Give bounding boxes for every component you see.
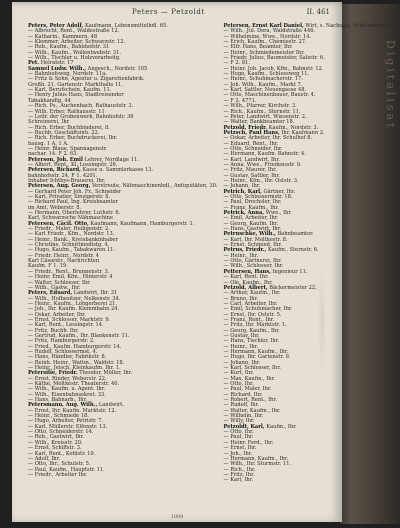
entry-details: Landwirt, Ihr. 31 [73, 290, 118, 297]
entry-details: — Max, Kaufm., Ihr. [223, 375, 276, 382]
directory-entry [28, 473, 218, 478]
entry-details: — Heinr. Emil, Kfm., Hinterstr. 4 [28, 274, 113, 281]
entry-details: — Bahnhofsweg, Nordstr. 11a. [28, 71, 107, 78]
entry-details: — Hans, Gastwirt, Ihr. [223, 226, 282, 233]
entry-name: Petzsch, Paul Hans, [223, 129, 280, 136]
entry-details: — Ernst, Ihr. Kaufm. Marktstr. 12. [28, 407, 117, 414]
entry-name: Petersen, Richard, [28, 167, 81, 174]
entry-details: — Friedr., Rent., Brunnenstr. 3. [28, 268, 110, 275]
entry-name: Petzold, Albert, [223, 284, 268, 291]
entry-details: — Gustav, Ihr. [223, 332, 260, 339]
entry-details: — Hugo, Kaufm., Schlossweg 11. [223, 71, 310, 78]
entry-details: — Wilh., Kaufm. u. Agent. Ihr. [28, 386, 106, 393]
entry-details: hausg. 1 A. 1 A. [28, 140, 69, 147]
entry-details: Lehrer, Nordlage 11. [84, 156, 139, 163]
entry-details: — Hans, Tischler, Ihr. [223, 338, 280, 345]
entry-details: Karl, Schwarzsche Nähmaschine [28, 215, 113, 222]
entry-details: Landwirt. [98, 402, 124, 409]
spine-watermark: Digitalisat [384, 40, 397, 131]
entry-details: — Karl, Rent., Lessingstr. 14. [28, 322, 104, 329]
entry-details: — Rich., Kaufm., Sternstr. 11. [223, 108, 301, 115]
entry-details: — Christine, Schnittmodistg. 4. [28, 242, 110, 249]
entry-name: Pettersen, Hans, [223, 268, 271, 275]
entry-details: Wwe., Ihr. [265, 210, 292, 217]
entry-details: — Heinr., Kaufm., Lohgerberei 21. [28, 300, 118, 307]
entry-details: — Arthur, Kaufm., Ihr. [223, 290, 281, 297]
entry-details: — Hugo, Kaufm., Tabakwaren 11. [28, 247, 115, 254]
entry-name: Peterson, Joh. Emil [28, 156, 83, 163]
entry-details: — F 2. 4771. [223, 97, 257, 104]
page-footer: 1009 [170, 514, 184, 520]
entry-details: — Albrecht, Rent., Waldestraße 12. [28, 28, 120, 35]
entry-details: — Heinr., Schmiedemeister Ihr. [223, 49, 305, 56]
entry-details: — Carl, Arbeiter, Ihr. [223, 300, 278, 307]
entry-details: — Wilh., Gastw., Ihr. [28, 284, 81, 291]
entry-details: — Rob., Kaufm., Bahnhofstr. 31 [28, 44, 110, 51]
entry-details: Verstreute, Nähmaschinenhdl., Antiquitäten, 30. [91, 183, 218, 190]
entry-name: Petersmann, Aug. Wilh., [28, 402, 98, 409]
entry-details: — Richard, Ihr. [223, 391, 263, 398]
entry-details: — Wilh., Tischler u. Holzverarbeitg. [28, 55, 121, 62]
entry-details: — Reinh. Heinr., Wattm., Waldstr. 18. [28, 359, 125, 366]
entry-details: — Hugo, Arbeiter, Petristr. 7. [28, 418, 104, 425]
entry-name: Petruschke, Wilh., [223, 231, 276, 238]
entry-details: — Johann, Ihr. [223, 359, 261, 366]
entry-details: — Karl, Rent., Kohlstr. 10. [28, 450, 96, 457]
entries-column-right [224, 24, 400, 512]
entry-details: — Wilh., Hofbesitzer, Nelkenstr. 34. [28, 295, 121, 302]
entry-details: — Henry Julius Hans, Stadtreisender [28, 92, 124, 99]
page-title: Peters — Petzoldt [132, 8, 205, 16]
entry-details: Kasse u. Sammlerkasse 13. [82, 167, 154, 174]
entry-details: Ingenieur 11. [272, 268, 308, 275]
entry-details: — Otto, Schneider, Ihr. [223, 145, 283, 152]
entry-name: Peters, Eduard, [28, 290, 73, 297]
entry-details: Gärtner, Ihr. [263, 188, 296, 195]
entry-details: — Wilhelmine, Wwe., Nordstr. 14. [223, 33, 312, 40]
entry-details: Kaufmann, Lebensmittelhdl. 65. [84, 23, 168, 29]
entry-details: — Rich. Ps., Auchenbach, Rathauststr. 3. [28, 103, 134, 110]
entry-details: — Katharin., Kammern. 48 [28, 33, 98, 40]
entry-details: — Ernst, Ihr. [223, 445, 257, 452]
entry-details: — Heinr., Ihr. [223, 343, 259, 350]
entry-details: — Wilh., Eisenbahnsekret. 33. [28, 391, 106, 398]
entry-details: — Fritz, Hamburgerstr. 2. [28, 338, 95, 345]
entry-details: — Wilh., Kaufm., Wollentwebstr. 31. [28, 49, 122, 56]
entry-details: — Karl, Ihr. [223, 477, 254, 484]
entry-details: — Karl, Ihr. Moltkestr. 8. [223, 236, 288, 243]
entry-details: — Albert, Rent., Kl. Lessingstr. 26. [28, 161, 118, 168]
entry-details: — Georg, Kaufm. Ihr. [223, 220, 279, 227]
entry-details: — Wilh., Kreisstr. 20. [28, 439, 83, 446]
entry-details: — Karl, Landwirt, Ihr. [223, 156, 280, 163]
entry-details: — Paul, Maler, Ihr. [223, 386, 272, 393]
entry-details: — Hermann, Oberlehrer, Luthstr. 6. [28, 210, 121, 217]
entry-details: — Rob., Gastwirt, Ihr. [28, 434, 84, 441]
entry-details: — Karl Friedr., Kfm., Nordstr. 13. [28, 231, 115, 238]
entry-name: Pet. [28, 60, 40, 67]
entry-name: Petrich, Karl, [223, 188, 262, 195]
entry-name: Petzold, Friedr. [223, 124, 268, 131]
entry-details: — Ernst, Schlosser, Marktstr. 9. [28, 316, 111, 323]
entry-details: — Friedr., Maler, Heiligenstr. 2. [28, 226, 110, 233]
entry-details: — Fried., Kaufm. Hamburgerstr. 14. [28, 343, 122, 350]
entry-details: — Rich. Erber, Buchbinderei, 8. [28, 124, 110, 131]
entry-details: — Ole, Kaufm., Ihr. [223, 279, 273, 286]
entry-details: — Otto, Gärtnerei, Ihr. [223, 258, 282, 265]
entry-details: — Hans, Händler, Fabrikstr. 8. [28, 354, 107, 361]
page-header [12, 8, 342, 20]
entry-details: — Heinr., Schuhmacherstr. 17. [223, 76, 303, 83]
entry-details: — Paul, Drechsler, Ihr. [223, 199, 282, 206]
entry-details: — Friedr. Julius, Baumeister, Salzstr. 6. [223, 55, 325, 62]
entry-details: — Hans, Bahnarb., Ihr. [28, 397, 88, 404]
entry-details: — Rudolf, Schlossermst. 4. [28, 348, 98, 355]
entry-details: — Karl, Privatier, Sinzigerstr. 8. [28, 194, 111, 200]
entry-details: Ihr. Kaufmann 2. [281, 129, 325, 136]
entry-name: Petersilie, Friedr. [28, 370, 78, 377]
entry-details: — Ernst, Rinder, Weberstr. 22. [28, 375, 107, 382]
entry-details: — F 2. 81. [223, 60, 250, 67]
entry-details: — Franz, Kaufm., Ihr. [223, 204, 279, 211]
entry-details: — Wilhelm, Ihr. [223, 413, 264, 420]
entry-details: — Ernst, Schmied, Ihr. [223, 242, 282, 249]
page-number: II. 461 [306, 8, 330, 16]
entry-details: — Oskar, Arbeiter, Ihr. Schulhof 8. [223, 135, 313, 142]
entry-details: Tabakhandlg. 44 [28, 97, 71, 104]
entry-details: — Hermann, Kaufm., Ihr. [223, 348, 289, 355]
entry-details: — Rudolf, Ihr. [223, 402, 260, 409]
entry-details: — Paul, Ihr. [223, 434, 254, 441]
entry-name: Peters, Peter Adolf, [28, 23, 84, 29]
entry-details: — Heinr., Jeisch, Kleinkaufm. Ihr. 1. [28, 365, 121, 371]
entry-details: — Otto, Schlossermstr. 18. [223, 194, 293, 200]
entry-details: — Bruno, Ihr. [223, 295, 259, 302]
entry-name: Petersen, Cäcil. Otto, [28, 220, 89, 227]
entry-details: Wirt, s. Nachsatz, Schlossbergstr. 7. [305, 23, 400, 29]
entry-details: — Willy, Ihr. [223, 418, 255, 425]
entry-details: — Leitr. der Grubenwerk, Bahnhofstr. 36 [28, 113, 134, 120]
entry-details: Bahnbeamter. [277, 231, 314, 238]
entry-details: — Emil, Arbeiter, Ihr. [223, 215, 279, 222]
entry-details: Bäckermeister 22. [269, 284, 317, 291]
entry-details: — Gustav, Sattler, Ihr. [223, 172, 280, 179]
entry-details: Karl Cäsarstr., Nachrichten [28, 258, 100, 265]
entry-details: — Joh. Wilh., Kaufm., Markt 7. [223, 81, 303, 88]
paper-smudge [318, 262, 326, 382]
entry-details: — Johann, Ihr. [223, 183, 261, 190]
entry-details: — Rich., Ihr. [223, 466, 256, 473]
entry-details: Kaufmann, Kaufmann, Hamburgerstr. 1. [90, 220, 195, 227]
entry-details: Kaufm., Sternstr. 6. [267, 247, 319, 254]
entry-details: Inhaber Ichthys-Brauerei, Ihr. [28, 177, 106, 184]
entries-column-left [28, 24, 218, 512]
entry-details: — Gerhard Peter Joh. Fr., Schneider [28, 188, 122, 195]
entry-details: — Paul, Kaufm., Hauptstr. 11. [28, 466, 105, 473]
entry-details: Kaufm. F 1. 19. [28, 263, 68, 270]
entry-details: — Heinr. Ferd., Ihr. [223, 439, 274, 446]
entry-details: — Fritz & Sohn, Agentur u. Zigarettenfabrik. [28, 76, 145, 83]
entry-details: nachar. 14. F 2. 63. [28, 151, 79, 158]
entry-details: Theodor, Müller, Ihr. [79, 370, 133, 377]
entry-name: Petrus, Friedr., [223, 247, 267, 254]
entry-details: — Wilh., Ihr. Sturmstr. 11. [223, 461, 292, 468]
entry-details: Schreinerei, Ihr [28, 119, 70, 126]
entry-details: — Wilh. Erber, Rathausstr. 11 [28, 108, 105, 115]
entry-details: — Wilh., Jul. Dora, Waldstraße 446. [223, 28, 316, 35]
entry-details: — Friedr., Arbeiter Ihr. [28, 471, 88, 478]
entry-details: — Karl, Rent. Ihr. [223, 274, 269, 281]
entry-name: Petersen, Aug. Georg, [28, 183, 91, 190]
entry-details: — Adolf, Ihr. [28, 455, 61, 462]
entry-details: Kaufm., Nordstr. 3. [268, 124, 319, 131]
entry-details: — Gertrud, Kaufm., Ihr. Blankenstr. 11. [28, 332, 130, 339]
entry-details: bahnhofsstr. 24, F 1. 4201. [28, 172, 98, 179]
entry-details: — Eduard, Rent., Ihr. [223, 140, 279, 147]
entry-details: — Walter, Bankbeamter 18. [223, 119, 295, 126]
entry-details: — Hugo, Ihr. Gartenstr. 9. [223, 354, 291, 361]
entry-name: Samuel Ludw. Wilh., [28, 65, 87, 72]
entry-details: — Heinr., Ihr. [223, 252, 259, 259]
entry-details: — Fritz, Ihr. [223, 471, 255, 478]
entry-details: — Fritz, Buchb. Ihr. [28, 327, 79, 334]
entry-details: — Peter, Landwirt, Wiesenstr. 2. [223, 113, 307, 120]
entry-details: — Karl, Berufschein, Kaufm. 11. [28, 87, 112, 94]
entry-details: — Emil, Schuhmacher, Ihr. [223, 306, 293, 313]
entry-details: — Wilh., Pfarrer, Kirchstr. 3. [223, 103, 297, 110]
entry-details: — Walter, Kaufm., Ihr. [223, 407, 281, 414]
entry-details: — Elfr. Hans, Beamter, Ihr. [223, 44, 293, 51]
entry-details: — Otto, Ihr. [223, 429, 254, 436]
entry-details: — Anna, Wwe., Friedensstr. 9. [223, 161, 302, 168]
entry-details: — Friedr. Heinr., Nordstr. 4 [28, 252, 100, 259]
entry-details: — Joh., Ihr. Kaufm. Klemmbahn 24. [28, 306, 120, 313]
entry-details: — Hermann, Kaufm. Bahnstr. 4. [223, 151, 306, 158]
entry-details: — Fritz, Maurer, Ihr. [223, 167, 277, 174]
entry-details: — Fritz, Ihr. Marktstr. 1. [223, 322, 287, 329]
entry-details: — Otto, Maschinenbauer, Baustr. 4. [223, 92, 316, 99]
entry-details: — Karl, Sattler, Neuengasse 48. [223, 87, 307, 94]
entry-details: — Otto, Ihr., Schulstr. 5. [28, 461, 91, 468]
entry-details: — Oskar, Arbeiter, Ihr. [28, 311, 86, 318]
entry-details: — Erich, Kaufm., Chemiestr. 27. [223, 39, 307, 46]
entry-details: — Franz, Rent., Ihr. [223, 316, 275, 323]
entry-details: — Richard Paul, Ing. Kreisbeamter [28, 199, 118, 206]
entry-details: — Karl, Schlosser, Ihr. [223, 365, 281, 371]
entry-name: Petersen, Ernst Karl Daniel, [223, 23, 304, 29]
entry-details: — Walter, Schlosser, Ihr. [28, 279, 91, 286]
entry-details: — Wilh., Schlosser, Ihr. [223, 263, 284, 270]
entry-details: — Heinr. Blaue, Spannagenstr. [28, 145, 108, 152]
entry-details: — Käthe, Moltkestr. Theaterstr. 40. [28, 381, 120, 388]
entry-details: Großh. 21. Gartenstr. Markthalle 11. [28, 81, 123, 88]
entry-details: — Georg, Kaufm., Ihr. [223, 327, 280, 334]
entry-details: — Otto, Schneiderstr. 14. [28, 429, 94, 436]
entry-details: — Hermann, Kaufm., Ihr. [223, 455, 289, 462]
entry-details: — Heinr. Joh. Jacob, Kfm., Bahnstr. 12. [223, 65, 324, 72]
entry-details: — Rich. Erber, Buchdruckerei, Ihr. [28, 135, 118, 142]
entry-details: — Kurt, Ihr. [223, 370, 254, 377]
entry-name: Petzoldt, Karl, [223, 423, 265, 430]
directory-entry [224, 478, 400, 483]
entry-details: — Klemmer, Arbeiter, Schwarzstr. 12. [28, 39, 126, 46]
entry-details: — Robert, Rent., Ihr. [223, 397, 277, 404]
entry-details: im Amt, Weberstr. 8. [28, 204, 82, 211]
entry-details: — Buchb. Geschäftsinh. 22. [28, 129, 100, 136]
entry-name: Petrick, Anna, [223, 210, 265, 217]
entry-details: — Heinr., Schmiede 18. [28, 413, 89, 420]
entry-details: Kaufm., Ihr. [266, 423, 297, 430]
entry-details: — Joh., Ihr. [223, 450, 253, 457]
entry-details: — Ernst, Schiffstr. 3. [28, 445, 82, 452]
entry-details: — Otto, Ihr. [223, 381, 254, 388]
entry-details: — Heinr., Kfm., Ihr. Oststr. 3. [223, 177, 299, 184]
entry-details: — Heinr., Bank., Kreisbankinhaber [28, 236, 118, 243]
entry-details: Heiratstr. 17 [40, 60, 74, 67]
entry-details: Angesch., Nordstr. 105 [87, 65, 148, 72]
entry-details: — Karl, Müllerstr. Elfenstr. 13. [28, 423, 108, 430]
entry-details: — Ernst, Ihr. Oststr. 5. [223, 311, 282, 318]
